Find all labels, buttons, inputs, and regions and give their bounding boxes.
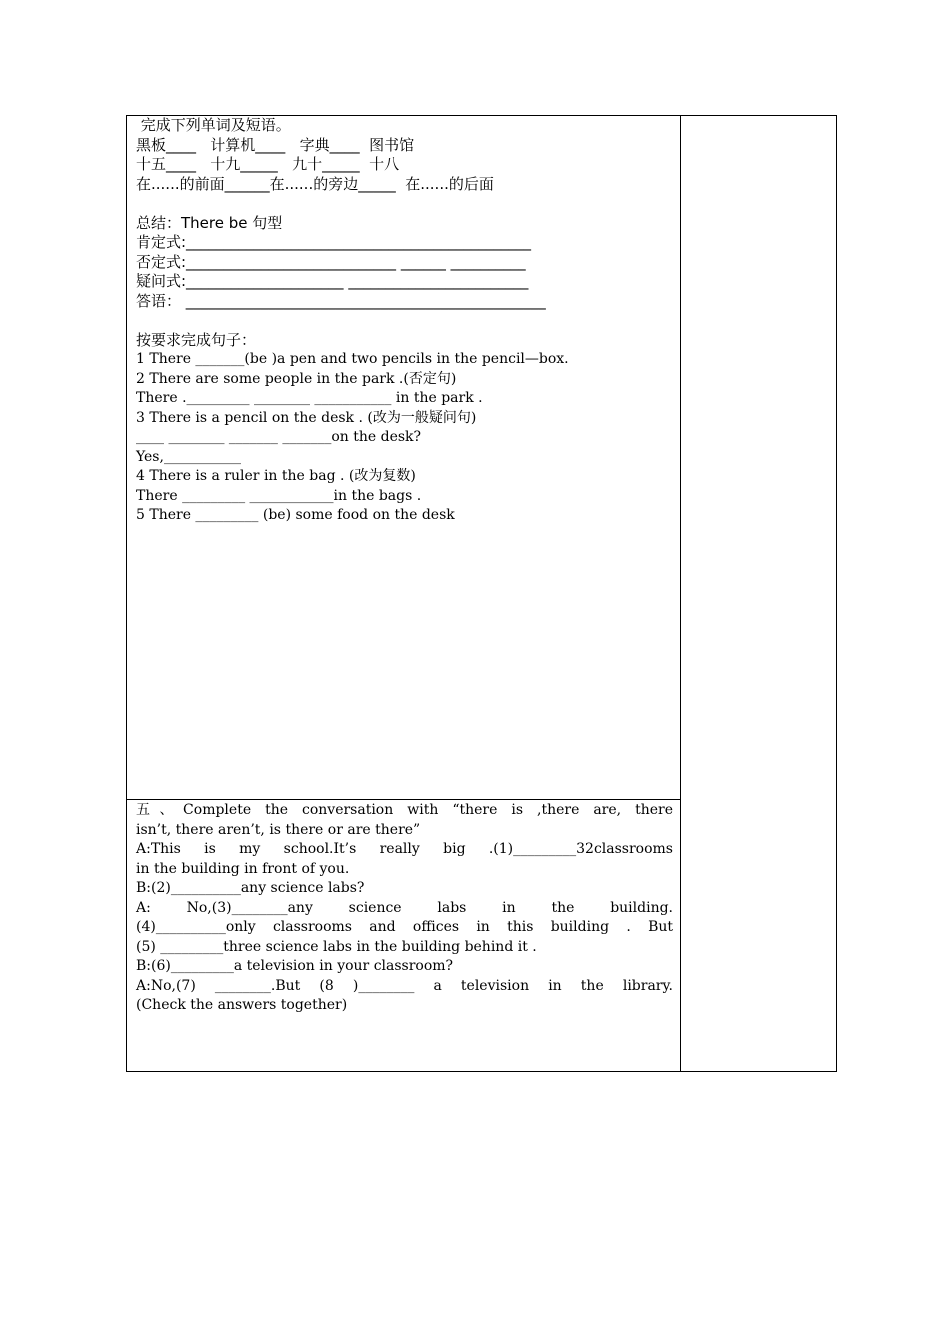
summary-answer: 答语： ________________________________________________ [136, 291, 546, 310]
conversation-cell [136, 801, 673, 1016]
exercise-line-8: There _________ ____________in the bags . [136, 487, 422, 504]
dialogue-line-3: B:(2)__________any science labs? [136, 880, 365, 896]
dialogue-line-7: B:(6)_________a television in your classroom? [136, 958, 454, 974]
worksheet-table [126, 115, 837, 1072]
vocab-row-2: 十五____ 十九_____ 九十_____ 十八 [136, 155, 400, 173]
dialogue-line-6: (5) _________three science labs in the building behind it . [136, 938, 537, 955]
exercise-cell-top [136, 116, 673, 526]
conversation-intro-1: 五、Complete the conversation with “there is ,there are, there [136, 802, 673, 818]
dialogue-line-2: in the building in front of you. [136, 860, 350, 877]
exercise-heading: 按要求完成句子： [136, 330, 257, 349]
exercise-line-2: 2 There are some people in the park .(否定句) [136, 370, 457, 387]
summary-affirmative: 肯定式:______________________________________________ [136, 233, 532, 251]
summary-title: 总结：There be 句型 [136, 213, 283, 232]
vocab-heading: 完成下列单词及短语。 [136, 116, 291, 134]
exercise-line-3: There ._________ ________ ___________ in the park . [136, 390, 483, 406]
conversation-intro-2: isn’t, there aren’t, is there or are there” [136, 821, 421, 838]
summary-negative: 否定式:____________________________ ______ __________ [136, 252, 526, 271]
dialogue-line-4: A: No,(3)________any science labs in the building. [136, 899, 673, 916]
exercise-line-5: ____ ________ _______ _______on the desk? [136, 429, 422, 445]
exercise-line-9: 5 There _________ (be) some food on the desk [136, 507, 455, 523]
exercise-line-1: 1 There _______(be )a pen and two pencils in the pencil—box. [136, 351, 569, 367]
dialogue-line-8: A:No,(7) ________.But (8 )________ a television in the library. [136, 977, 673, 994]
exercise-line-6: Yes,___________ [136, 448, 241, 465]
dialogue-line-1: A:This is my school.It’s really big .(1)_________32classrooms [136, 841, 673, 857]
dialogue-line-5: (4)__________only classrooms and offices in this building . But [136, 919, 673, 935]
vocab-row-1: 黑板____ 计算机____ 字典____ 图书馆 [136, 135, 415, 154]
column-divider [680, 116, 681, 1071]
dialogue-line-9: (Check the answers together) [136, 997, 348, 1013]
row-divider [127, 799, 681, 800]
summary-question: 疑问式:_____________________ ________________________ [136, 272, 529, 290]
exercise-line-4: 3 There is a pencil on the desk . (改为一般疑问句) [136, 409, 477, 426]
exercise-line-7: 4 There is a ruler in the bag . (改为复数) [136, 468, 416, 484]
vocab-row-3: 在......的前面______在......的旁边_____ 在......的后面 [136, 174, 494, 193]
